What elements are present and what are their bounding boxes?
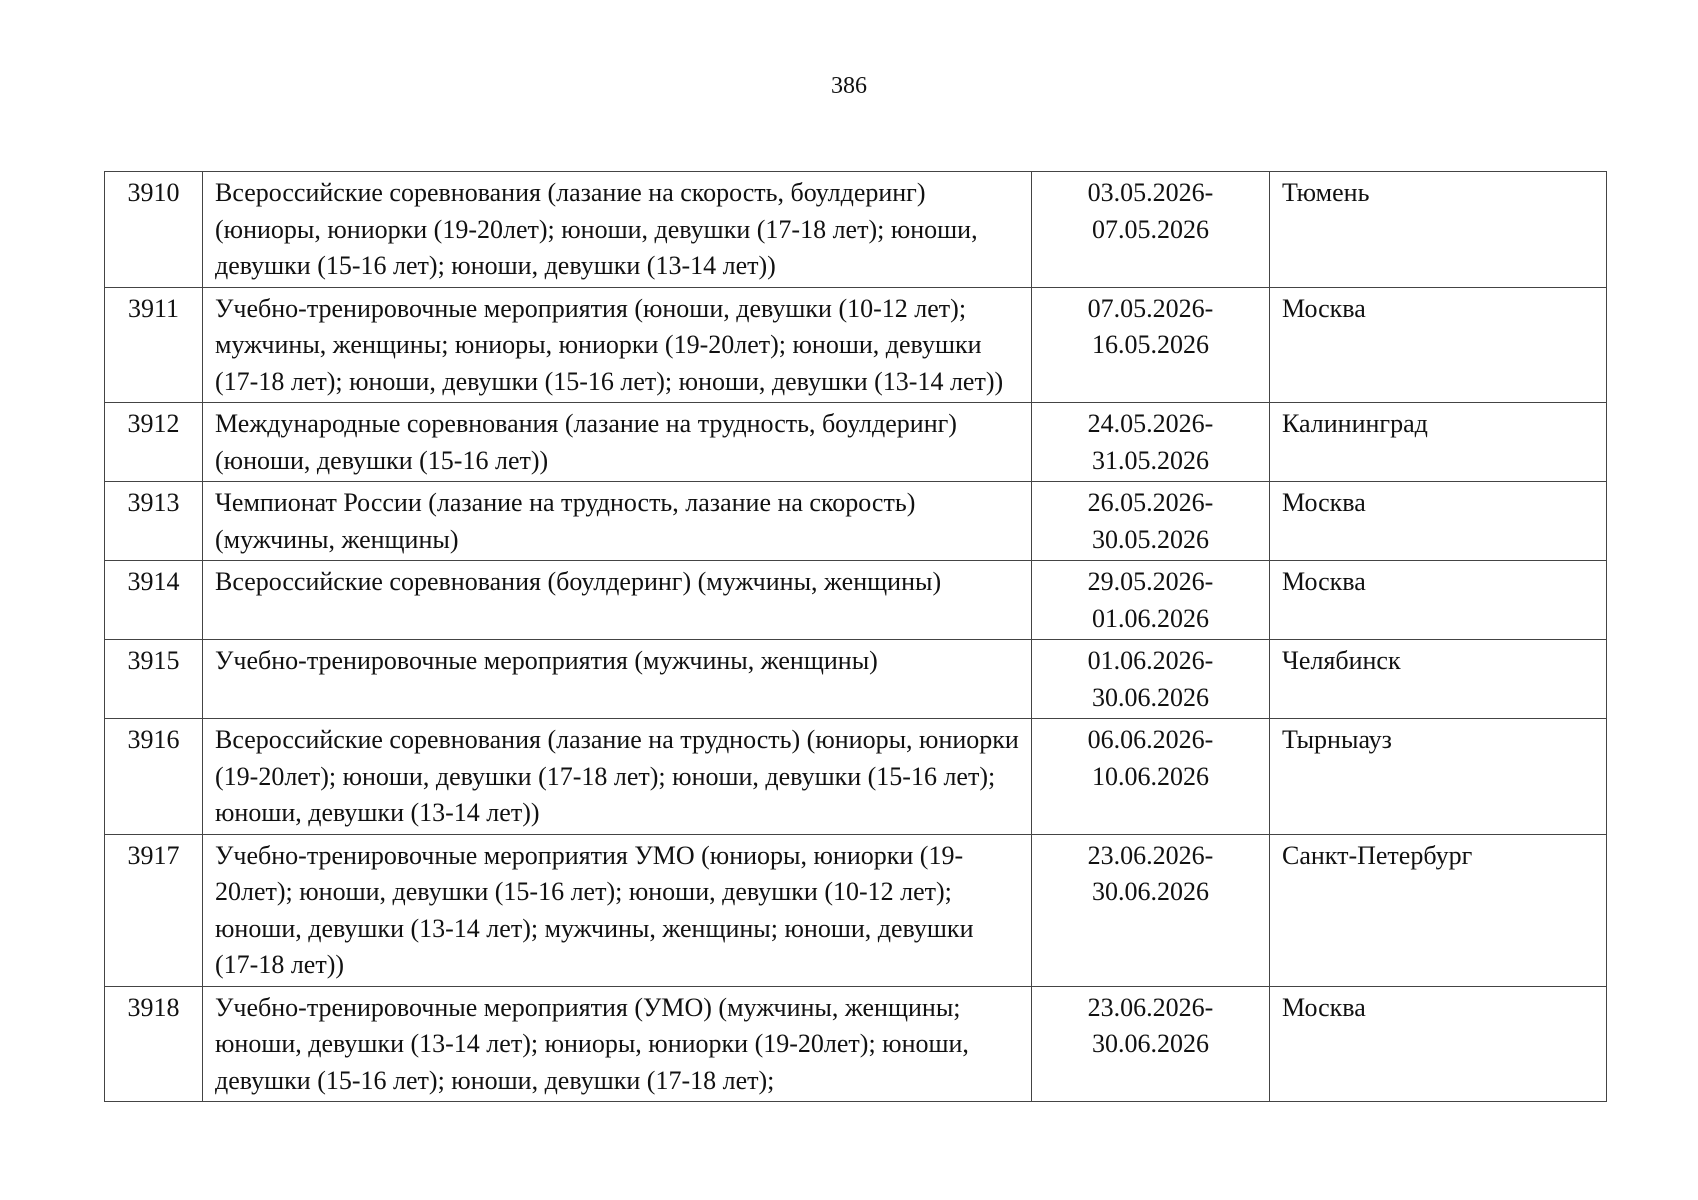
event-name: Международные соревнования (лазание на трудность, боулдеринг) (юноши, девушки (15-16 лет)) xyxy=(203,403,1032,482)
page-number: 386 xyxy=(831,73,867,99)
table-row xyxy=(105,719,1607,835)
table-row xyxy=(105,640,1607,719)
date-end: 30.06.2026 xyxy=(1092,877,1209,906)
date-start: 29.05.2026- xyxy=(1087,567,1214,596)
event-dates xyxy=(1032,172,1270,288)
event-name: Чемпионат России (лазание на трудность, лазание на скорость) (мужчины, женщины) xyxy=(203,482,1032,561)
event-place: Москва xyxy=(1270,482,1607,561)
table-row xyxy=(105,986,1607,1102)
date-end: 30.06.2026 xyxy=(1092,1029,1209,1058)
event-dates xyxy=(1032,287,1270,403)
event-place: Москва xyxy=(1270,986,1607,1102)
date-end: 30.05.2026 xyxy=(1092,524,1209,554)
event-place: Санкт-Петербург xyxy=(1270,834,1607,986)
event-place: Москва xyxy=(1270,561,1607,640)
date-start: 24.05.2026- xyxy=(1087,409,1214,438)
event-place: Калининград xyxy=(1270,403,1607,482)
date-start: 23.06.2026- xyxy=(1087,992,1214,1022)
event-name: Учебно-тренировочные мероприятия УМО (юниоры, юниорки (19-20лет); юноши, девушки (15-16 лет); юноши, девушки (10-12 лет); юноши, девушки (13-14 лет); мужчины, женщины; юноши, девушки (17-18 лет)) xyxy=(203,834,1032,986)
event-number: 3911 xyxy=(105,287,203,403)
event-name: Всероссийские соревнования (лазание на трудность) (юниоры, юниорки (19-20лет); юноши, девушки (17-18 лет); юноши, девушки (15-16 лет); юноши, девушки (13-14 лет)) xyxy=(203,719,1032,835)
event-place: Москва xyxy=(1270,287,1607,403)
table-row xyxy=(105,561,1607,640)
event-number: 3915 xyxy=(105,640,203,719)
event-place: Тюмень xyxy=(1270,172,1607,288)
event-name: Учебно-тренировочные мероприятия (мужчины, женщины) xyxy=(203,640,1032,719)
event-name: Учебно-тренировочные мероприятия (юноши, девушки (10-12 лет); мужчины, женщины; юниоры, юниорки (19-20лет); юноши, девушки (17-18 лет); юноши, девушки (15-16 лет); юноши, девушки (13-14 лет)) xyxy=(203,287,1032,403)
table-row xyxy=(105,482,1607,561)
events-table xyxy=(104,171,1607,1102)
event-dates xyxy=(1032,986,1270,1102)
events-table-body xyxy=(105,172,1607,1102)
event-place: Тырныауз xyxy=(1270,719,1607,835)
event-number: 3918 xyxy=(105,986,203,1102)
date-start: 26.05.2026- xyxy=(1087,488,1214,517)
date-end: 31.05.2026 xyxy=(1092,445,1209,475)
event-dates xyxy=(1032,403,1270,482)
date-start: 03.05.2026- xyxy=(1087,178,1214,207)
date-end: 01.06.2026 xyxy=(1092,603,1209,633)
table-row xyxy=(105,287,1607,403)
event-dates xyxy=(1032,719,1270,835)
date-start: 01.06.2026- xyxy=(1087,646,1214,675)
date-end: 30.06.2026 xyxy=(1092,682,1209,712)
date-start: 23.06.2026- xyxy=(1087,840,1214,870)
date-end: 16.05.2026 xyxy=(1092,330,1209,359)
event-place: Челябинск xyxy=(1270,640,1607,719)
table-row xyxy=(105,834,1607,986)
event-number: 3912 xyxy=(105,403,203,482)
event-name: Учебно-тренировочные мероприятия (УМО) (мужчины, женщины; юноши, девушки (13-14 лет); юниоры, юниорки (19-20лет); юноши, девушки (15-16 лет); юноши, девушки (17-18 лет); xyxy=(203,986,1032,1102)
date-start: 06.06.2026- xyxy=(1087,725,1214,754)
event-name: Всероссийские соревнования (боулдеринг) (мужчины, женщины) xyxy=(203,561,1032,640)
event-dates xyxy=(1032,834,1270,986)
event-dates xyxy=(1032,482,1270,561)
event-number: 3913 xyxy=(105,482,203,561)
event-number: 3917 xyxy=(105,834,203,986)
event-number: 3914 xyxy=(105,561,203,640)
table-row xyxy=(105,172,1607,288)
event-name: Всероссийские соревнования (лазание на скорость, боулдеринг) (юниоры, юниорки (19-20лет); юноши, девушки (17-18 лет); юноши, девушки (15-16 лет); юноши, девушки (13-14 лет)) xyxy=(203,172,1032,288)
event-number: 3910 xyxy=(105,172,203,288)
date-end: 07.05.2026 xyxy=(1092,214,1209,244)
date-end: 10.06.2026 xyxy=(1092,761,1209,791)
date-start: 07.05.2026- xyxy=(1087,293,1214,323)
event-dates xyxy=(1032,640,1270,719)
event-dates xyxy=(1032,561,1270,640)
event-number: 3916 xyxy=(105,719,203,835)
table-row xyxy=(105,403,1607,482)
